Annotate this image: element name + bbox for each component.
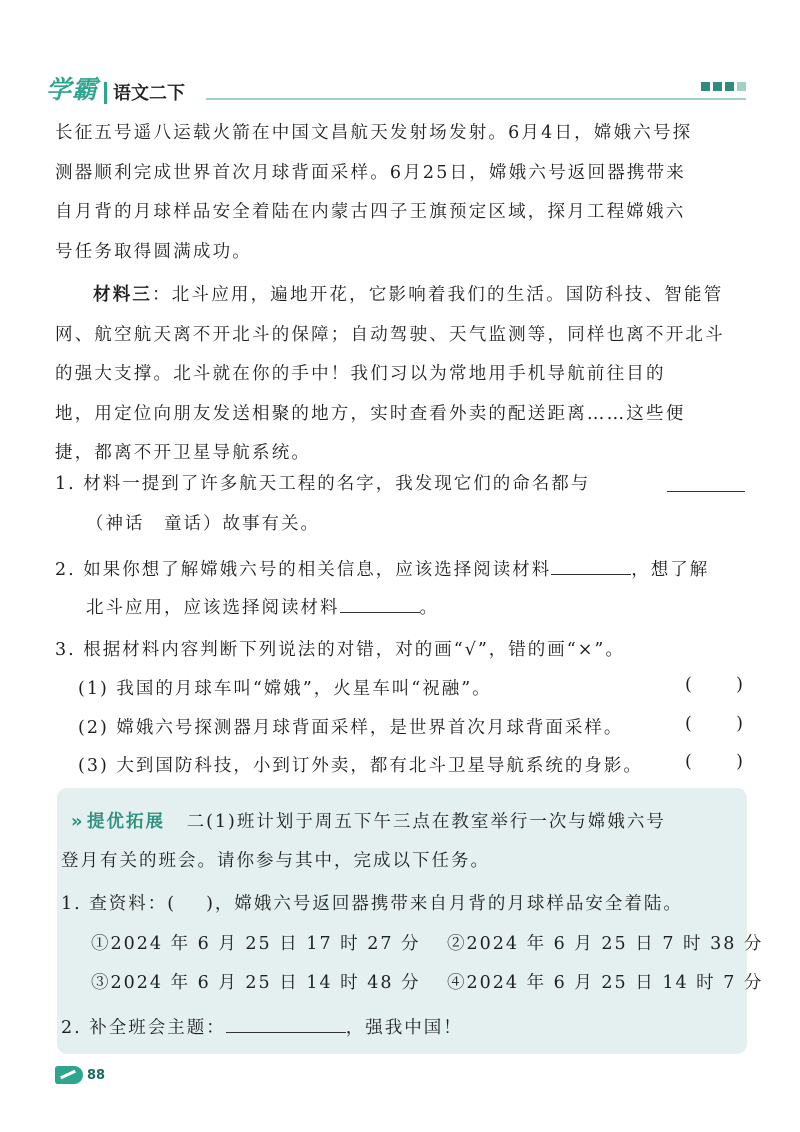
passage-line: 捷，都离不开卫星导航系统。 — [55, 443, 312, 463]
question-2-text-b: ，想了解 — [631, 560, 710, 580]
answer-parens[interactable]: ( ) — [685, 752, 745, 772]
question-1-text: 1. 材料一提到了许多航天工程的名字，我发现它们的命名都与 — [55, 474, 591, 494]
passage-line: 测器顺利完成世界首次月球背面采样。6月25日，嫦娥六号返回器携带来 — [55, 162, 686, 183]
extension-title: 提优拓展 — [87, 812, 166, 832]
answer-blank-q1[interactable] — [667, 473, 745, 492]
page-header — [46, 70, 746, 106]
brand-logo — [46, 70, 185, 106]
question-2-text-c: 北斗应用，应该选择阅读材料 — [86, 598, 340, 618]
task-2-text-a: 2. 补全班会主题： — [61, 1018, 226, 1038]
page-footer — [55, 1066, 105, 1084]
question-2-line-2 — [86, 594, 686, 619]
question-2 — [55, 556, 745, 581]
option-4: ④2024 年 6 月 25 日 14 时 7 分 — [447, 973, 764, 993]
question-2-text-d: 。 — [419, 598, 439, 618]
passage-paragraph-1 — [55, 114, 745, 272]
question-1-options: （神话 童话）故事有关。 — [86, 514, 320, 534]
pencil-icon — [55, 1066, 83, 1084]
passage-material-3 — [55, 276, 745, 474]
question-3-item-text: (2) 嫦娥六号探测器月球背面采样，是世界首次月球背面采样。 — [78, 718, 624, 738]
divider — [104, 82, 107, 104]
task-1-text-b: )，嫦娥六号返回器携带来自月背的月球样品安全着陆。 — [206, 894, 683, 914]
passage-line: 号任务取得圆满成功。 — [55, 241, 252, 262]
extension-box — [57, 788, 764, 1054]
material-3-label: 材料三 — [93, 285, 153, 305]
question-3-item-text: (1) 我国的月球车叫“嫦娥”，火星车叫“祝融”。 — [78, 679, 492, 699]
passage-line: 长征五号遥八运载火箭在中国文昌航天发射场发射。6月4日，嫦娥六号探 — [55, 123, 693, 143]
answer-parens[interactable]: ( ) — [685, 675, 745, 695]
answer-blank-q2a[interactable] — [551, 556, 631, 575]
brand-name: 学霸 — [46, 75, 99, 104]
answer-blank-theme[interactable] — [226, 1014, 346, 1033]
passage-line — [55, 276, 745, 316]
page-number: 88 — [87, 1067, 106, 1083]
passage-line: 地，用定位向朋友发送相聚的地方，实时查看外卖的配送距离……这些便 — [55, 403, 686, 424]
header-decoration — [701, 82, 746, 91]
question-1 — [55, 470, 745, 495]
question-3-item-text: (3) 大到国防科技，小到订外卖，都有北斗卫星导航系统的身影。 — [78, 756, 643, 776]
extension-task-2 — [61, 1014, 741, 1039]
extension-intro-text: 二(1)班计划于周五下午三点在教室举行一次与嫦娥六号 — [186, 812, 666, 832]
answer-blank-q2b[interactable] — [340, 594, 420, 613]
passage-line: 自月背的月球样品安全着陆在内蒙古四子王旗预定区域，探月工程嫦娥六 — [55, 202, 686, 222]
question-3-item-1 — [78, 675, 745, 700]
passage-line: 网、航空航天离不开北斗的保障；自动驾驶、天气监测等，同样也离不开北斗 — [55, 324, 725, 345]
question-3-item-2 — [78, 714, 745, 739]
passage-line: 的强大支撑。北斗就在你的手中！我们习以为常地用手机导航前往目的 — [55, 364, 666, 384]
option-2: ②2024 年 6 月 25 日 7 时 38 分 — [447, 934, 764, 954]
question-3-item-3 — [78, 752, 745, 777]
extension-task-1 — [61, 890, 741, 915]
subject-label: 语文二下 — [113, 83, 186, 104]
question-2-text-a: 2. 如果你想了解嫦娥六号的相关信息，应该选择阅读材料 — [55, 560, 552, 580]
double-chevron-icon: ›› — [71, 812, 80, 832]
task-1-text-a: 1. 查资料：( — [61, 894, 177, 914]
option-3: ③2024 年 6 月 25 日 14 时 48 分 — [91, 973, 421, 993]
extension-intro-2: 登月有关的班会。请你参与其中，完成以下任务。 — [61, 851, 490, 871]
material-3-text: ：北斗应用，遍地开花，它影响着我们的生活。国防科技、智能管 — [152, 285, 724, 305]
question-3-stem: 3. 根据材料内容判断下列说法的对错，对的画“√”，错的画“×”。 — [55, 640, 625, 660]
option-1: ①2024 年 6 月 25 日 17 时 27 分 — [91, 934, 421, 954]
extension-intro-1 — [71, 808, 741, 833]
header-rule — [206, 98, 746, 100]
task-2-text-b: ，强我中国！ — [345, 1018, 463, 1038]
answer-parens[interactable]: ( ) — [685, 714, 745, 734]
